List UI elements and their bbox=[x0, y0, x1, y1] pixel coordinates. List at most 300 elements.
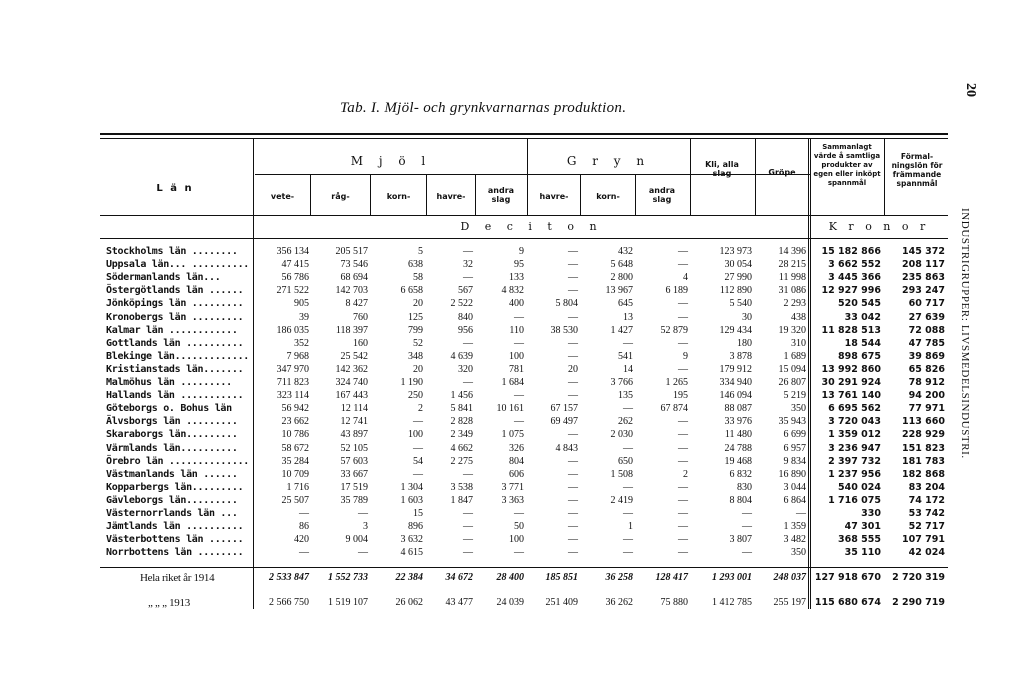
table-cell: 12 114 bbox=[340, 403, 368, 415]
table-cell: 35 110 bbox=[844, 547, 881, 559]
table-cell: 160 bbox=[353, 337, 368, 349]
table-cell: 235 863 bbox=[902, 272, 945, 284]
header-bottom-line bbox=[100, 238, 948, 239]
table-cell: 6 189 bbox=[665, 285, 688, 297]
table-cell: — bbox=[463, 377, 473, 388]
table-cell: 205 517 bbox=[335, 246, 368, 257]
table-cell: 1 847 bbox=[450, 494, 473, 506]
table-cell: 1 bbox=[628, 521, 633, 533]
table-cell: 14 396 bbox=[778, 246, 806, 257]
table-cell: 781 bbox=[509, 363, 524, 375]
table-cell: 18 544 bbox=[844, 337, 881, 349]
row-label: Västerbottens län ...... bbox=[106, 534, 244, 546]
table-cell: 52 879 bbox=[660, 324, 688, 336]
row-label: Gävleborgs län......... bbox=[106, 494, 238, 506]
table-cell: 53 742 bbox=[908, 508, 945, 519]
table-cell: 110 bbox=[509, 324, 524, 336]
table-cell: 6 832 bbox=[729, 468, 752, 480]
table-cell: 129 434 bbox=[719, 324, 752, 336]
table-cell: 2 828 bbox=[450, 416, 473, 428]
table-cell: 100 bbox=[408, 429, 423, 441]
table-cell: 352 bbox=[294, 337, 309, 349]
table-cell: 432 bbox=[618, 246, 633, 257]
table-cell: 251 409 bbox=[545, 597, 578, 608]
table-cell: 1 519 107 bbox=[328, 597, 368, 608]
table-cell: 840 bbox=[458, 311, 473, 323]
table-cell: 9 834 bbox=[783, 455, 806, 467]
table-cell: 1 603 bbox=[400, 494, 423, 506]
table-cell: 10 161 bbox=[496, 403, 524, 415]
table-cell: 145 372 bbox=[902, 246, 945, 257]
table-cell: 6 864 bbox=[783, 494, 806, 506]
row-label: Kristianstads län....... bbox=[106, 363, 244, 375]
table-cell: 10 786 bbox=[281, 429, 309, 441]
table-cell: — bbox=[678, 521, 688, 533]
table-cell: 47 785 bbox=[908, 337, 945, 349]
table-cell: 3 482 bbox=[783, 534, 806, 546]
table-cell: 347 970 bbox=[276, 363, 309, 375]
row-label: Södermanlands län... bbox=[106, 272, 221, 284]
table-cell: 19 468 bbox=[724, 455, 752, 467]
table-cell: 72 088 bbox=[908, 324, 945, 336]
table-cell: 83 204 bbox=[908, 481, 945, 493]
table-cell: 1 689 bbox=[783, 350, 806, 362]
header-gryn: G r y n bbox=[566, 154, 651, 168]
table-cell: 43 477 bbox=[445, 597, 473, 608]
table-cell: — bbox=[568, 377, 578, 388]
table-cell: — bbox=[623, 547, 633, 559]
table-cell: 28 215 bbox=[778, 259, 806, 271]
table-cell: 645 bbox=[618, 298, 633, 310]
table-cell: 56 942 bbox=[281, 403, 309, 415]
row-label: Kronobergs län ......... bbox=[106, 311, 244, 323]
table-cell: 3 236 947 bbox=[828, 442, 881, 454]
table-cell: 956 bbox=[458, 324, 473, 336]
table-cell: — bbox=[678, 429, 688, 441]
table-cell: — bbox=[568, 508, 578, 519]
table-cell: 638 bbox=[408, 259, 423, 271]
table-cell: 567 bbox=[458, 285, 473, 297]
row-label: Kopparbergs län......... bbox=[106, 481, 244, 493]
table-cell: 24 788 bbox=[724, 442, 752, 454]
table-cell: 35 789 bbox=[340, 494, 368, 506]
table-cell: 13 967 bbox=[605, 285, 633, 297]
row-label: „ „ „ 1913 bbox=[148, 597, 190, 609]
table-cell: 400 bbox=[509, 298, 524, 310]
header-mjol: M j ö l bbox=[350, 154, 432, 168]
table-cell: 3 445 366 bbox=[828, 272, 881, 284]
table-cell: 14 bbox=[623, 363, 633, 375]
table-cell: 326 bbox=[509, 442, 524, 454]
table-cell: — bbox=[463, 534, 473, 546]
table-cell: 22 384 bbox=[395, 572, 423, 583]
table-cell: 30 bbox=[742, 311, 752, 323]
row-label: Skaraborgs län......... bbox=[106, 429, 238, 441]
table-cell: — bbox=[568, 455, 578, 467]
table-cell: — bbox=[678, 494, 688, 506]
table-cell: 151 823 bbox=[902, 442, 945, 454]
table-cell: 1 359 bbox=[783, 521, 806, 533]
table-cell: — bbox=[463, 337, 473, 349]
row-label: Kalmar län ............ bbox=[106, 324, 238, 336]
table-cell: 228 929 bbox=[902, 429, 945, 441]
table-cell: — bbox=[463, 468, 473, 480]
table-cell: 711 823 bbox=[276, 377, 309, 388]
table-cell: 6 699 bbox=[783, 429, 806, 441]
table-cell: 804 bbox=[509, 455, 524, 467]
table-cell: 39 bbox=[299, 311, 309, 323]
table-cell: — bbox=[678, 547, 688, 559]
table-cell: 7 968 bbox=[286, 350, 309, 362]
header-col-kli: Kli, alla slag bbox=[705, 160, 739, 178]
table-cell: 28 400 bbox=[496, 572, 524, 583]
table-cell: 1 359 012 bbox=[828, 429, 881, 441]
table-cell: 195 bbox=[673, 390, 688, 402]
table-cell: 2 522 bbox=[450, 298, 473, 310]
table-cell: 20 bbox=[413, 298, 423, 310]
table-cell: — bbox=[514, 390, 524, 402]
table-cell: 4 615 bbox=[400, 547, 423, 559]
table-cell: — bbox=[413, 468, 423, 480]
table-cell: — bbox=[678, 534, 688, 546]
row-label: Stockholms län ........ bbox=[106, 246, 238, 257]
table-cell: 20 bbox=[568, 363, 578, 375]
table-cell: 38 530 bbox=[550, 324, 578, 336]
table-cell: — bbox=[358, 508, 368, 519]
table-cell: 67 874 bbox=[660, 403, 688, 415]
table-cell: — bbox=[514, 337, 524, 349]
table-cell: 36 262 bbox=[605, 597, 633, 608]
table-cell: — bbox=[623, 442, 633, 454]
table-cell: 520 545 bbox=[838, 298, 881, 310]
table-cell: 2 290 719 bbox=[892, 597, 945, 608]
table-cell: 2 030 bbox=[610, 429, 633, 441]
table-cell: — bbox=[678, 442, 688, 454]
table-cell: 47 301 bbox=[844, 521, 881, 533]
table-cell: — bbox=[568, 259, 578, 271]
table-cell: 1 293 001 bbox=[712, 572, 752, 583]
table-cell: 57 603 bbox=[340, 455, 368, 467]
table-cell: — bbox=[568, 534, 578, 546]
table-cell: 8 804 bbox=[729, 494, 752, 506]
table-cell: 133 bbox=[509, 272, 524, 284]
table-cell: 2 293 bbox=[783, 298, 806, 310]
table-cell: — bbox=[678, 246, 688, 257]
table-cell: — bbox=[413, 442, 423, 454]
row-label: Blekinge län............. bbox=[106, 350, 250, 362]
table-cell: 2 397 732 bbox=[828, 455, 881, 467]
row-label: Östergötlands län ...... bbox=[106, 285, 244, 297]
table-cell: 115 680 674 bbox=[814, 597, 881, 608]
table-cell: — bbox=[796, 508, 806, 519]
row-label: Västernorrlands län ... bbox=[106, 508, 238, 519]
table-cell: 6 695 562 bbox=[828, 403, 881, 415]
table-cell: 3 363 bbox=[501, 494, 524, 506]
table-cell: 185 851 bbox=[545, 572, 578, 583]
table-cell: 95 bbox=[514, 259, 524, 271]
table-cell: 3 538 bbox=[450, 481, 473, 493]
table-cell: 113 660 bbox=[902, 416, 945, 428]
table-cell: 125 bbox=[408, 311, 423, 323]
side-label: INDUSTRIGRUPPER: LIVSMEDELSINDUSTRI. bbox=[959, 208, 971, 459]
table-cell: — bbox=[514, 547, 524, 559]
table-cell: 180 bbox=[737, 337, 752, 349]
header-kronor: K r o n o r bbox=[828, 220, 930, 233]
table-cell: 100 bbox=[509, 534, 524, 546]
table-cell: 128 417 bbox=[655, 572, 688, 583]
table-cell: — bbox=[568, 350, 578, 362]
header-col-gryn-korn: korn- bbox=[596, 192, 620, 201]
table-cell: 19 320 bbox=[778, 324, 806, 336]
table-cell: 16 890 bbox=[778, 468, 806, 480]
table-cell: 186 035 bbox=[276, 324, 309, 336]
table-cell: 2 566 750 bbox=[269, 597, 309, 608]
table-cell: 181 783 bbox=[902, 455, 945, 467]
table-cell: 30 054 bbox=[724, 259, 752, 271]
table-cell: 94 200 bbox=[908, 390, 945, 402]
table-cell: — bbox=[514, 508, 524, 519]
table-cell: 68 694 bbox=[340, 272, 368, 284]
table-cell: 52 105 bbox=[340, 442, 368, 454]
table-cell: 2 419 bbox=[610, 494, 633, 506]
header-col-andra: andra slag bbox=[487, 186, 515, 204]
table-cell: 896 bbox=[408, 521, 423, 533]
table-cell: 3 044 bbox=[783, 481, 806, 493]
table-cell: 135 bbox=[618, 390, 633, 402]
table-cell: 438 bbox=[791, 311, 806, 323]
table-cell: 43 897 bbox=[340, 429, 368, 441]
row-label: Uppsala län... .......... bbox=[106, 259, 250, 271]
table-cell: 123 973 bbox=[719, 246, 752, 257]
table-cell: 6 957 bbox=[783, 442, 806, 454]
table-cell: — bbox=[463, 547, 473, 559]
table-cell: — bbox=[742, 547, 752, 559]
table-cell: 350 bbox=[791, 403, 806, 415]
table-cell: 5 804 bbox=[555, 298, 578, 310]
row-label: Älvsborgs län ......... bbox=[106, 416, 238, 428]
table-cell: — bbox=[413, 416, 423, 428]
table-cell: 100 bbox=[509, 350, 524, 362]
col-sep bbox=[755, 139, 756, 215]
table-cell: 20 bbox=[413, 363, 423, 375]
table-cell: 142 362 bbox=[335, 363, 368, 375]
table-cell: 33 042 bbox=[844, 311, 881, 323]
table-cell: — bbox=[568, 285, 578, 297]
table-cell: — bbox=[623, 508, 633, 519]
table-cell: — bbox=[463, 272, 473, 284]
col-sep bbox=[527, 139, 528, 215]
row-label: Värmlands län.......... bbox=[106, 442, 238, 454]
col-sep bbox=[690, 139, 691, 215]
table-cell: 39 869 bbox=[908, 350, 945, 362]
table-cell: — bbox=[678, 311, 688, 323]
col-sep bbox=[475, 174, 476, 215]
table-cell: 323 114 bbox=[276, 390, 309, 402]
table-cell: 69 497 bbox=[550, 416, 578, 428]
table-cell: 25 507 bbox=[281, 494, 309, 506]
table-cell: 2 bbox=[418, 403, 423, 415]
table-cell: 31 086 bbox=[778, 285, 806, 297]
table-cell: 2 349 bbox=[450, 429, 473, 441]
table-cell: 58 672 bbox=[281, 442, 309, 454]
table-cell: 5 bbox=[418, 246, 423, 257]
table-cell: 54 bbox=[413, 455, 423, 467]
row-label: Örebro län .............. bbox=[106, 455, 250, 467]
table-cell: 9 004 bbox=[345, 534, 368, 546]
table-cell: 11 828 513 bbox=[821, 324, 881, 336]
table-cell: — bbox=[568, 390, 578, 402]
top-rule bbox=[100, 133, 948, 135]
table-cell: — bbox=[568, 494, 578, 506]
table-cell: 330 bbox=[861, 508, 881, 519]
table-cell: 324 740 bbox=[335, 377, 368, 388]
table-cell: 4 662 bbox=[450, 442, 473, 454]
table-cell: — bbox=[299, 508, 309, 519]
table-cell: 348 bbox=[408, 350, 423, 362]
table-cell: 47 415 bbox=[281, 259, 309, 271]
table-cell: 74 172 bbox=[908, 494, 945, 506]
table-cell: — bbox=[678, 337, 688, 349]
table-cell: 3 771 bbox=[501, 481, 524, 493]
table-cell: 250 bbox=[408, 390, 423, 402]
table-cell: 73 546 bbox=[340, 259, 368, 271]
table-cell: 86 bbox=[299, 521, 309, 533]
table-cell: 3 632 bbox=[400, 534, 423, 546]
table-cell: 799 bbox=[408, 324, 423, 336]
table-cell: 540 024 bbox=[838, 481, 881, 493]
table-cell: 75 880 bbox=[660, 597, 688, 608]
table-cell: — bbox=[514, 416, 524, 428]
table-cell: 15 182 866 bbox=[821, 246, 881, 257]
table-cell: 293 247 bbox=[902, 285, 945, 297]
table-cell: — bbox=[463, 508, 473, 519]
table-cell: 248 037 bbox=[773, 572, 806, 583]
row-label: Hallands län ........... bbox=[106, 390, 244, 402]
table-cell: — bbox=[678, 455, 688, 467]
table-cell: 36 258 bbox=[605, 572, 633, 583]
table-cell: 27 639 bbox=[908, 311, 945, 323]
table-cell: 35 284 bbox=[281, 455, 309, 467]
table-cell: 56 786 bbox=[281, 272, 309, 284]
table-cell: — bbox=[678, 298, 688, 310]
row-label: Jämtlands län .......... bbox=[106, 521, 244, 533]
table-cell: 4 bbox=[683, 272, 688, 284]
col-sep bbox=[635, 174, 636, 215]
table-cell: — bbox=[623, 481, 633, 493]
header-col-rag: råg- bbox=[331, 192, 350, 201]
table-cell: — bbox=[678, 416, 688, 428]
table-cell: 1 716 bbox=[286, 481, 309, 493]
table-cell: 15 bbox=[413, 508, 423, 519]
col-sep bbox=[884, 139, 885, 215]
table-cell: 10 709 bbox=[281, 468, 309, 480]
table-cell: 52 717 bbox=[908, 521, 945, 533]
table-cell: 2 800 bbox=[610, 272, 633, 284]
table-cell: 1 552 733 bbox=[328, 572, 368, 583]
table-cell: — bbox=[568, 337, 578, 349]
header-col-gryn-havre: havre- bbox=[539, 192, 569, 201]
table-cell: 13 bbox=[623, 311, 633, 323]
table-cell: 2 bbox=[683, 468, 688, 480]
table-cell: — bbox=[358, 547, 368, 559]
table-cell: 15 094 bbox=[778, 363, 806, 375]
header-col-value: Sammanlagt värde å samtliga produkter av egen eller inköpt spannmål bbox=[813, 143, 881, 187]
table-cell: 310 bbox=[791, 337, 806, 349]
table-cell: 1 265 bbox=[665, 377, 688, 388]
table-cell: 5 648 bbox=[610, 259, 633, 271]
table-cell: 146 094 bbox=[719, 390, 752, 402]
table-cell: 30 291 924 bbox=[821, 377, 881, 388]
header-col-grope: Gröpe bbox=[768, 168, 796, 177]
table-cell: 350 bbox=[791, 547, 806, 559]
table-cell: — bbox=[568, 481, 578, 493]
row-label: Gottlands län .......... bbox=[106, 337, 244, 349]
totals-line bbox=[100, 567, 948, 568]
header-col-korn: korn- bbox=[386, 192, 411, 201]
table-cell: — bbox=[568, 272, 578, 284]
table-cell: — bbox=[568, 429, 578, 441]
table-cell: 107 791 bbox=[902, 534, 945, 546]
table-cell: 11 480 bbox=[724, 429, 752, 441]
table-cell: 5 540 bbox=[729, 298, 752, 310]
table-cell: 1 412 785 bbox=[712, 597, 752, 608]
table-cell: 26 062 bbox=[395, 597, 423, 608]
table-cell: — bbox=[514, 311, 524, 323]
table-cell: — bbox=[742, 508, 752, 519]
table-cell: 32 bbox=[463, 259, 473, 271]
table-cell: 2 533 847 bbox=[269, 572, 309, 583]
table-cell: 12 927 996 bbox=[821, 285, 881, 297]
row-label: Västmanlands län ...... bbox=[106, 468, 238, 480]
table-cell: 3 720 043 bbox=[828, 416, 881, 428]
table-cell: 3 bbox=[363, 521, 368, 533]
table-cell: 24 039 bbox=[496, 597, 524, 608]
row-label: Hela riket år 1914 bbox=[140, 572, 215, 584]
table-cell: 42 024 bbox=[908, 547, 945, 559]
table-cell: 35 943 bbox=[778, 416, 806, 428]
table-cell: 25 542 bbox=[340, 350, 368, 362]
table-cell: 12 741 bbox=[340, 416, 368, 428]
table-cell: 4 843 bbox=[555, 442, 578, 454]
page-title: Tab. I. Mjöl- och grynkvarnarnas produktion. bbox=[340, 100, 627, 116]
table-cell: 1 684 bbox=[501, 377, 524, 388]
header-col-havre: havre- bbox=[436, 192, 466, 201]
table-cell: 6 658 bbox=[400, 285, 423, 297]
table-cell: 4 639 bbox=[450, 350, 473, 362]
table-cell: — bbox=[568, 521, 578, 533]
table-cell: 33 976 bbox=[724, 416, 752, 428]
header-col-formal: Förmalningslön för främmande spannmål bbox=[891, 152, 943, 188]
table-cell: 3 766 bbox=[610, 377, 633, 388]
header-deciton: D e c i t o n bbox=[460, 220, 603, 233]
table-cell: 50 bbox=[514, 521, 524, 533]
table-cell: 127 918 670 bbox=[814, 572, 881, 583]
table-cell: — bbox=[568, 246, 578, 257]
table-cell: 142 703 bbox=[335, 285, 368, 297]
table-cell: — bbox=[623, 337, 633, 349]
table-cell: 179 912 bbox=[719, 363, 752, 375]
table-cell: 5 841 bbox=[450, 403, 473, 415]
table-cell: 33 667 bbox=[340, 468, 368, 480]
table-cell: 606 bbox=[509, 468, 524, 480]
table-cell: 67 157 bbox=[550, 403, 578, 415]
page-number: 20 bbox=[963, 83, 978, 97]
table-cell: 1 427 bbox=[610, 324, 633, 336]
row-label: Malmöhus län ......... bbox=[106, 377, 232, 388]
table-cell: 541 bbox=[618, 350, 633, 362]
table-cell: 368 555 bbox=[838, 534, 881, 546]
table-cell: 255 197 bbox=[773, 597, 806, 608]
